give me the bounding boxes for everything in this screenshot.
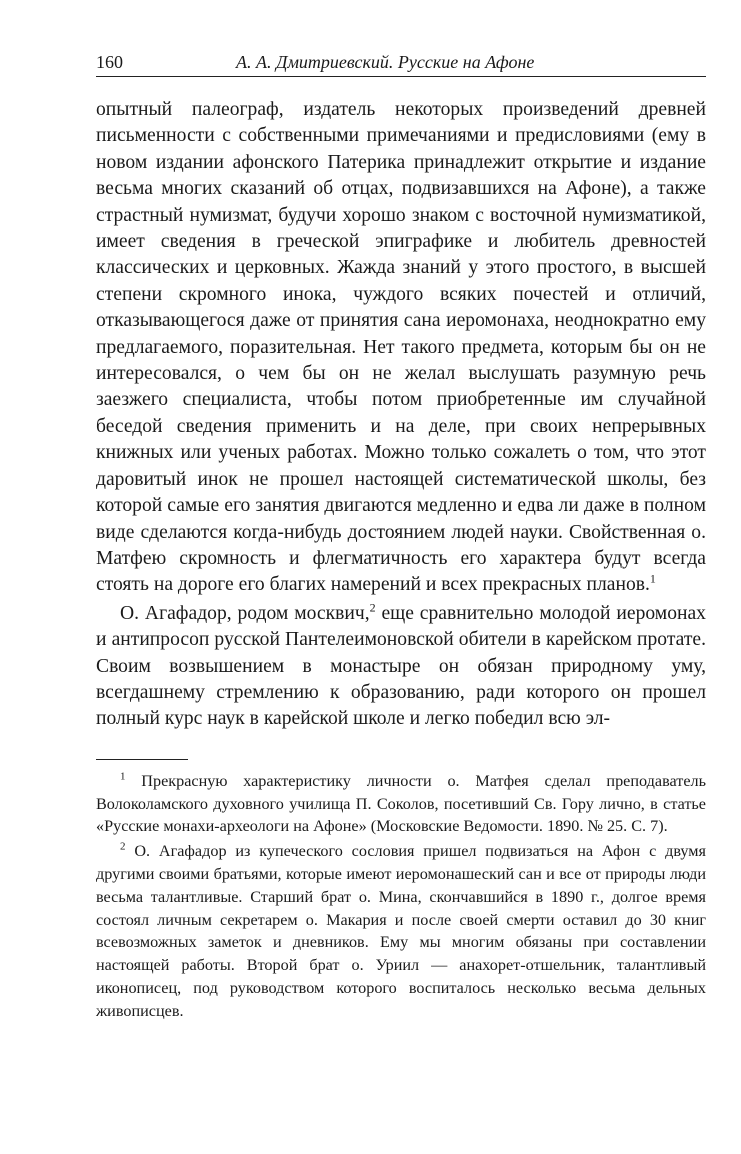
footnote-2: [96, 840, 706, 1022]
paragraph-2-text-after: еще сравнительно молодой иеромонах и антипросоп русской Пантелеимоновской обители в карейском протате. Своим возвышением в монастыре он обязан природному уму, всегдашнему стремлению к образованию, ради которого он прошел полный курс наук в карейской школе и легко победил всю эл-: [96, 602, 706, 730]
running-head: А. А. Дмитриевский. Русские на Афоне: [236, 52, 535, 72]
page-number: 160: [96, 52, 123, 72]
footnote-1-text: Прекрасную характеристику личности о. Матфея сделал преподаватель Волоколамского духовного училища П. Соколов, посетивший Св. Гору лично, в статье «Русские монахи-археологи на Афоне» (Московские Ведомости. 1890. № 25. С. 7).: [96, 771, 706, 836]
book-page: [96, 40, 706, 1023]
footnote-1-mark: 1: [120, 770, 126, 783]
paragraph-2: [96, 601, 706, 733]
page-header: [96, 40, 706, 77]
footnote-ref-1: 1: [649, 571, 656, 586]
footnote-1: [96, 770, 706, 838]
paragraph-1-text: опытный палеограф, издатель некоторых произведений древней письменности с собственными примечаниями и предисловиями (ему в новом издании афонского Патерика принадлежит открытие и издание весьма многих сказаний об отцах, подвизавшихся на Афоне), а также страстный нумизмат, будучи хорошо знаком с восточной нумизматикой, имеет сведения в греческой эпиграфике и любитель древностей классических и церковных. Жажда знаний у этого простого, в высшей степени скромного инока, чуждого всяких почестей и отличий, отказывающегося даже от принятия сана иеромонаха, неоднократно ему предлагаемого, поразительная. Нет такого предмета, которым бы он не интересовался, о чем бы он не желал выслушать разумную речь заезжего специалиста, чтобы потом приобретенные им случайной беседой сведения применить и на деле, при своих непрерывных книжных или ученых работах. Можно только сожалеть о том, что этот даровитый инок не прошел настоящей систематической школы, без которой самые его занятия двигаются медленно и едва ли даже в полном виде сделаются когда-нибудь достоянием людей науки. Свойственная о. Матфею скромность и флегматичность его характера будут всегда стоять на дороге его благих намерений и всех прекрасных планов.: [96, 99, 706, 596]
footnote-2-mark: 2: [120, 840, 126, 853]
footnote-2-text: О. Агафадор из купеческого сословия пришел подвизаться на Афон с двумя другими своими братьями, которые имеют иеромонашеский сан и все от природы люди весьма талантливые. Старший брат о. Мина, скончавшийся в 1890 г., долгое время состоял личным секретарем о. Макария и после своей смерти оставил до 30 книг всевозможных заметок и дневников. Ему мы многим обязаны при составлении настоящей работы. Второй брат о. Уриил — анахорет-отшельник, талантливый иконописец, под руководством которого воспиталось несколько весьма дельных живописцев.: [96, 842, 706, 1020]
paragraph-1: [96, 97, 706, 599]
paragraph-2-text-before: О. Агафадор, родом москвич,: [120, 602, 370, 624]
footnote-ref-2: 2: [369, 600, 376, 615]
footnote-divider: [96, 759, 188, 760]
main-text: [96, 97, 706, 733]
footnotes: [96, 770, 706, 1023]
